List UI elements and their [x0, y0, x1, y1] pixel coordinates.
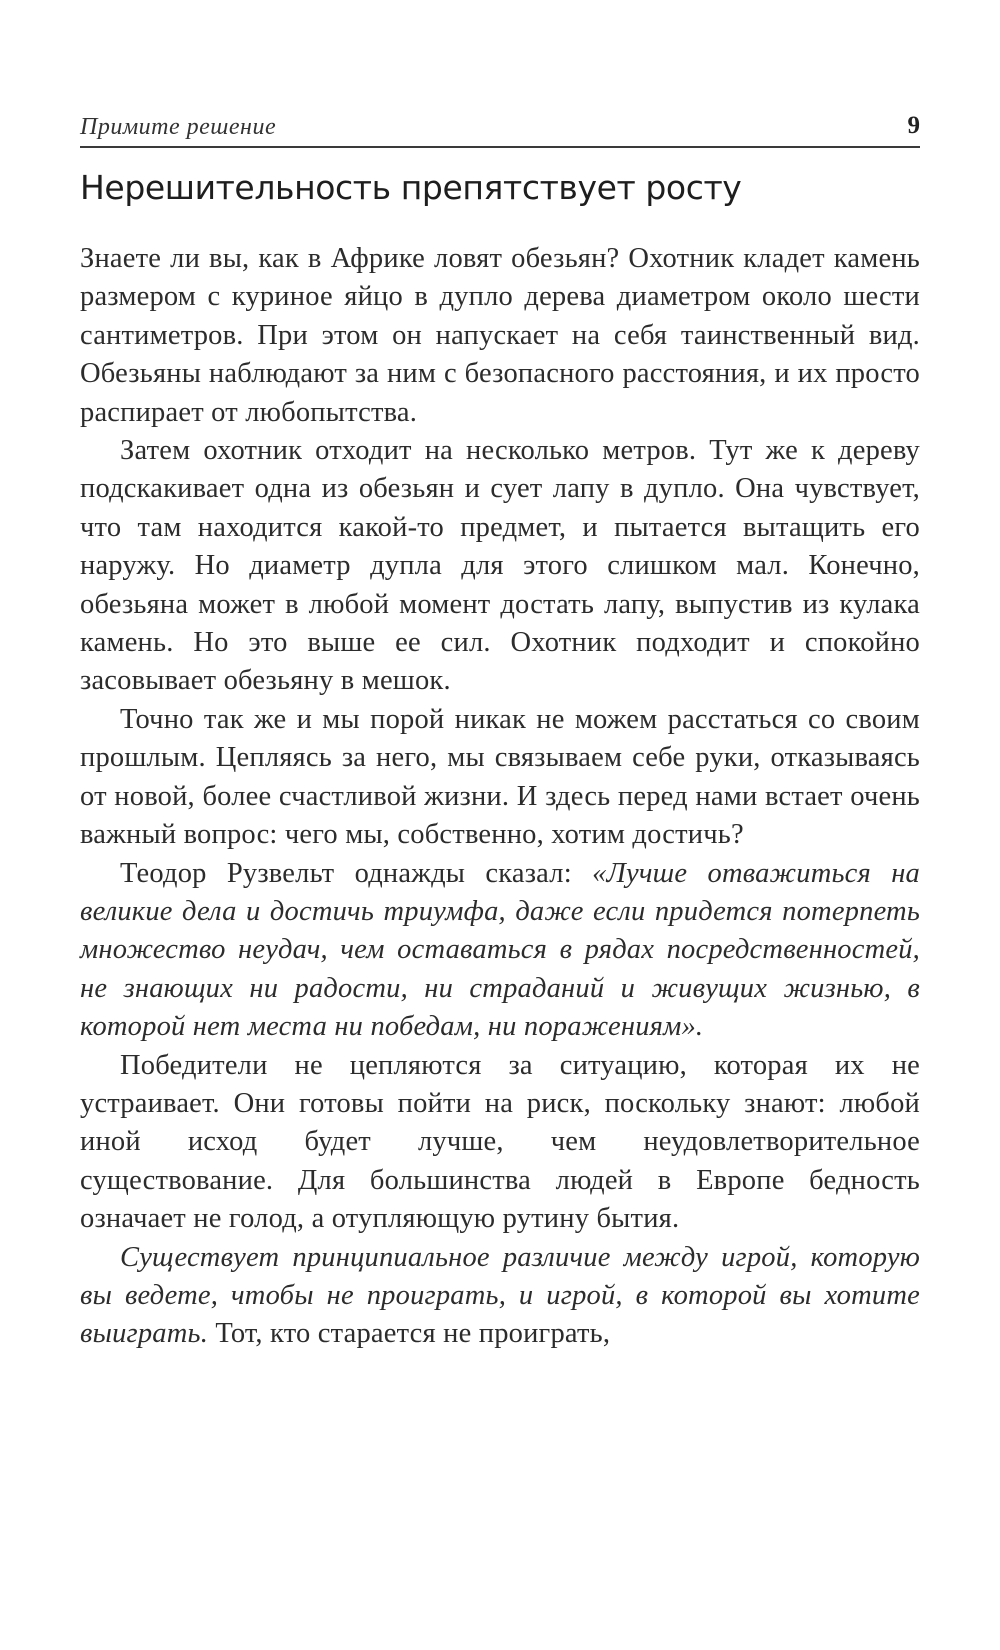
- paragraph: [80, 1239, 920, 1354]
- paragraph: [80, 701, 920, 855]
- emphasized-statement: Существует принципиальное различие между игрой, которую вы ведете, чтобы не проиграть, и игрой, в которой вы хотите выиграть.: [80, 1241, 920, 1350]
- paragraph-text: Точно так же и мы порой никак не можем расстаться со своим прошлым. Цепляясь за него, мы связываем себе руки, отказываясь от новой, более счастливой жизни. И здесь перед нами встает очень важный вопрос: чего мы, собственно, хотим достичь?: [80, 703, 920, 851]
- section-heading: Нерешительность препятствует росту: [80, 168, 742, 207]
- paragraph: [80, 855, 920, 1047]
- paragraph-text: Тот, кто старается не проиграть,: [208, 1318, 611, 1350]
- paragraph: [80, 1047, 920, 1239]
- paragraph: [80, 240, 920, 432]
- paragraph-text: Теодор Рузвельт однажды сказал:: [120, 857, 593, 889]
- page-number: 9: [907, 112, 920, 139]
- paragraph: [80, 432, 920, 701]
- paragraph-text: Затем охотник отходит на несколько метров. Тут же к дереву подскакивает одна из обезьян и сует лапу в дупло. Она чувствует, что там находится какой-то предмет, и пытается вытащить его наружу. Но диаметр дупла для этого слишком мал. Конечно, обезьяна может в любой момент достать лапу, выпустив из кулака камень. Но это выше ее сил. Охотник подходит и спокойно засовывает обезьяну в мешок.: [80, 435, 920, 697]
- paragraph-text: Победители не цепляются за ситуацию, которая их не устраивает. Они готовы пойти на риск, поскольку знают: любой иной исход будет лучше, чем неудовлетворительное существование. Для большинства людей в Европе бедность означает не голод, а отупляющую рутину бытия.: [80, 1049, 920, 1235]
- book-page: [80, 0, 920, 1650]
- paragraph-text: Знаете ли вы, как в Африке ловят обезьян? Охотник кладет камень размером с куриное яйцо в дупло дерева диаметром около шести сантиметров. При этом он напускает на себя таинственный вид. Обезьяны наблюдают за ним с безопасного расстояния, и их просто распирает от любопытства.: [80, 243, 920, 428]
- body-text: [80, 240, 920, 1354]
- running-head: [80, 108, 920, 148]
- running-head-title: Примите решение: [80, 114, 277, 140]
- roosevelt-quote: «Лучше отважиться на великие дела и достичь триумфа, даже если придется потерпеть множество неудач, чем оставаться в рядах посредственностей, не знающих ни радости, ни страданий и живущих жизнью, в которой нет места ни победам, ни поражениям».: [80, 857, 920, 1043]
